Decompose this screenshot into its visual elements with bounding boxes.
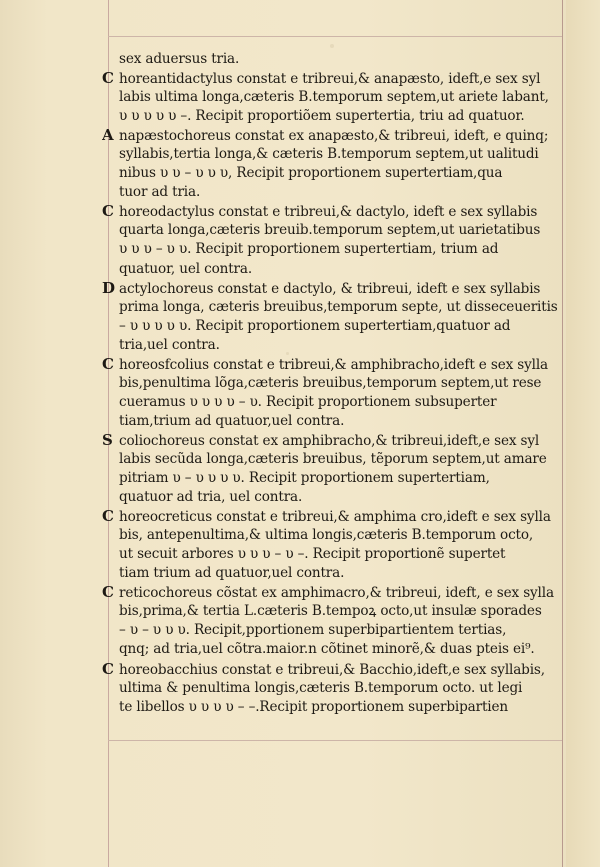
text-line <box>102 202 560 221</box>
line-text: syllabis,tertia longa,& cæteris B.temporum septem,ut ualitudi <box>119 146 539 163</box>
line-text: tiam,trium ad quatuor,uel contra. <box>119 412 345 429</box>
line-text: labis secũda longa,cæteris breuibus, tẽporum septem,ut amare <box>119 450 547 467</box>
text-line <box>102 88 560 107</box>
top-rule <box>108 36 562 37</box>
line-text: labis ultima longa,cæteris B.temporum septem,ut ariete labant, <box>119 89 549 106</box>
text-line <box>102 336 560 355</box>
line-text: coliochoreus constat ex amphibracho,& tribreui,ideft,e sex syl <box>119 432 540 449</box>
text-line <box>102 374 560 393</box>
line-text: tria,uel contra. <box>119 336 220 353</box>
text-line <box>102 564 560 583</box>
right-margin-rule <box>562 0 563 867</box>
text-line <box>102 145 560 164</box>
line-text: horeosfcolius constat e tribreui,& amphibracho,ideft e sex sylla <box>119 356 548 373</box>
text-line <box>102 698 560 717</box>
line-text: bis, antepenultima,& ultima longis,cæteris B.temporum octo, <box>119 527 534 544</box>
line-text: bis,penultima lõga,cæteris breuibus,temporum septem,ut rese <box>119 374 542 391</box>
text-line <box>102 679 560 698</box>
text-line <box>102 583 560 602</box>
line-text: ut secuit arbores υ υ υ – υ –. Recipit proportionẽ supertet <box>119 546 506 563</box>
initial-letter: A <box>102 126 114 145</box>
text-line <box>102 450 560 469</box>
initial-letter: S <box>102 430 113 449</box>
text-line <box>102 317 560 336</box>
text-line <box>102 69 560 88</box>
line-text: horeocreticus constat e tribreui,& amphima cro,ideft e sex sylla <box>119 509 551 526</box>
line-text: sex aduersus tria. <box>119 51 240 67</box>
line-text: reticochoreus cõstat ex amphimacro,& tribreui, ideft, e sex sylla <box>119 585 554 602</box>
line-text: te libellos υ υ υ υ – –.Recipit proportionem superbipartien <box>119 698 508 715</box>
line-text: – υ υ υ υ υ. Recipit proportionem supertertiam,quatuor ad <box>119 317 511 334</box>
page-gutter <box>566 0 600 867</box>
initial-letter: C <box>102 354 114 373</box>
initial-letter: C <box>102 69 114 88</box>
text-line <box>102 355 560 374</box>
initial-letter: C <box>102 507 114 526</box>
text-line <box>102 640 560 659</box>
text-line <box>102 298 560 317</box>
line-text: qnq; ad tria,uel cõtra.maior.n cõtinet minorẽ,& duas pteis ei⁹. <box>119 641 535 658</box>
text-line <box>102 279 560 298</box>
line-text: ultima & penultima longis,cæteris B.temporum octo. ut legi <box>119 679 523 696</box>
initial-letter: C <box>102 659 114 678</box>
line-text: horeantidactylus constat e tribreui,& anapæsto, ideft,e sex syl <box>119 71 541 88</box>
line-text: quatuor ad tria, uel contra. <box>119 489 303 506</box>
text-line <box>102 469 560 488</box>
line-text: actylochoreus constat e dactylo, & tribreui, ideft e sex syllabis <box>119 280 541 297</box>
text-line <box>102 431 560 450</box>
text-line <box>102 621 560 640</box>
line-text: cueramus υ υ υ υ – υ. Recipit proportionem subsuperter <box>119 393 497 410</box>
text-line <box>102 164 560 183</box>
line-text: υ υ υ – υ υ. Recipit proportionem supertertiam, trium ad <box>119 241 499 258</box>
bottom-rule <box>108 740 562 741</box>
text-line <box>102 488 560 507</box>
line-text: tiam trium ad quatuor,uel contra. <box>119 565 345 582</box>
initial-letter: D <box>102 278 115 297</box>
line-text: quarta longa,cæteris breuib.temporum septem,ut uarietatibus <box>119 222 541 239</box>
text-line <box>102 240 560 259</box>
initial-letter: C <box>102 583 114 602</box>
text-line <box>102 545 560 564</box>
line-text: horeobacchius constat e tribreui,& Bacchio,ideft,e sex syllabis, <box>119 661 545 678</box>
line-text: pitriam υ – υ υ υ υ. Recipit proportionem supertertiam, <box>119 470 490 487</box>
text-block <box>102 50 560 717</box>
line-text: bis,prima,& tertia L.cæteris B.tempoꝝ octo,ut insulæ sporades <box>119 603 542 620</box>
text-line <box>102 183 560 202</box>
line-text: napæstochoreus constat ex anapæsto,& tribreui, ideft, e quinq; <box>119 128 549 145</box>
line-text: horeodactylus constat e tribreui,& dactylo, ideft e sex syllabis <box>119 204 538 221</box>
text-line <box>102 660 560 679</box>
text-line <box>102 412 560 431</box>
line-text: – υ – υ υ υ. Recipit,pportionem superbipartientem tertias, <box>119 622 507 639</box>
text-line <box>102 393 560 412</box>
text-line <box>102 507 560 526</box>
text-line <box>102 221 560 240</box>
text-line <box>102 526 560 545</box>
text-line <box>102 50 560 69</box>
paper-spot <box>330 44 334 48</box>
line-text: υ υ υ υ υ –. Recipit proportiõem supertertia, triu ad quatuor. <box>119 108 525 125</box>
line-text: prima longa, cæteris breuibus,temporum septe, ut disseceueritis <box>119 298 558 315</box>
line-text: nibus υ υ – υ υ υ, Recipit proportionem supertertiam,qua <box>119 165 503 182</box>
text-line <box>102 602 560 621</box>
text-line <box>102 260 560 279</box>
line-text: quatuor, uel contra. <box>119 260 253 277</box>
text-line <box>102 107 560 126</box>
line-text: tuor ad tria. <box>119 184 201 201</box>
initial-letter: C <box>102 202 114 221</box>
text-line <box>102 126 560 145</box>
